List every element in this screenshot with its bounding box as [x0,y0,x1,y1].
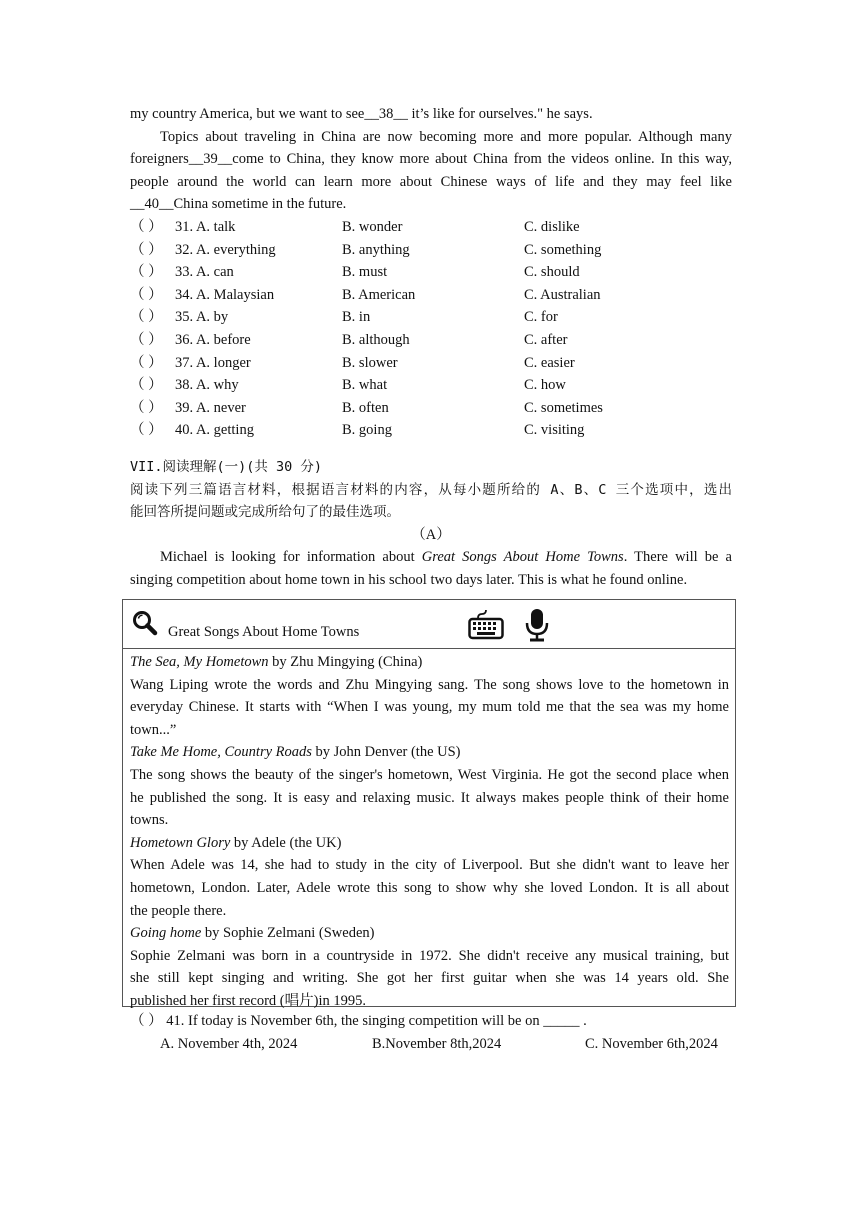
passage-line: people around the world can learn more about Chinese ways of life and they may feel like [130,173,732,190]
intro-text: . There will be a [623,549,732,566]
option-c: C. after [524,331,568,348]
song-description-line: When Adele was 14, she had to study in the city of Liverpool. But she didn't want to leave her [130,857,729,874]
song-description-line: Sophie Zelmani was born in a countryside in 1972. She didn't receive any musical training, but [130,947,729,964]
search-bar [123,600,735,649]
document-page [130,103,732,591]
option-a[interactable]: A. November 4th, 2024 [160,1035,298,1052]
option-a: 35. A. by [175,309,229,326]
song-description-line: town...” [130,721,177,738]
option-a: 37. A. longer [175,354,251,371]
section-title: VII.阅读理解(一)(共 30 分) [130,458,323,475]
song-artist: by Sophie Zelmani (Sweden) [201,925,375,942]
mc-question [130,419,732,442]
option-c: C. how [524,377,566,394]
song-description-line: hometown, London. Later, Adele wrote this song to show why she loved London. It is all about [130,879,729,896]
passage-line: Topics about traveling in China are now becoming more and more popular. Although many [160,128,732,145]
option-b: B. going [342,422,392,439]
search-icon[interactable] [132,610,158,636]
answer-blank[interactable]: （ ） [130,354,163,371]
passage-line: my country America, but we want to see__38__ it’s like for ourselves." he says. [130,106,593,122]
song-heading [130,651,729,674]
song-description-line: he published the song. It is easy and relaxing music. It always makes people think of their home [130,789,729,806]
option-b: B. anything [342,241,410,258]
option-a: 39. A. never [175,399,246,416]
option-c[interactable]: C. November 6th,2024 [585,1035,718,1052]
option-c: C. Australian [524,286,601,303]
search-results [123,649,735,1013]
song-title: Take Me Home, Country Roads [130,744,312,761]
answer-blank[interactable]: （ ） [130,241,163,258]
song-description-line: the people there. [130,902,227,919]
option-c: C. visiting [524,422,585,439]
mc-question-list [130,216,732,442]
song-title: Going home [130,925,202,942]
option-b: B. American [342,286,416,303]
mc-question [130,261,732,284]
option-b[interactable]: B.November 8th,2024 [372,1035,502,1052]
section-instruction: 阅读下列三篇语言材料，根据语言材料的内容，从每小题所给的 A、B、C 三个选项中，选出 [130,481,732,498]
question-41 [130,1010,732,1055]
song-artist: by Adele (the UK) [230,834,342,851]
option-a: 31. A. talk [175,218,236,235]
section-instruction: 能回答所提问题或完成所给句了的最佳选项。 [130,504,400,521]
intro-title: Great Songs About Home Towns [421,549,624,566]
option-c: C. something [524,241,602,258]
mc-question [130,306,732,329]
song-title: The Sea, My Hometown [130,654,269,670]
option-a: 32. A. everything [175,241,276,258]
option-a: 34. A. Malaysian [175,286,275,303]
mc-question [130,329,732,352]
answer-blank[interactable]: （ ） [130,331,163,348]
song-artist: by Zhu Mingying (China) [268,654,423,670]
option-b: B. in [342,309,371,326]
song-heading [130,832,729,855]
mc-question [130,374,732,397]
song-artist: by John Denver (the US) [311,744,461,761]
song-description-line: towns. [130,812,169,829]
mc-question [130,216,732,239]
question-options [130,1033,732,1056]
microphone-icon[interactable] [525,608,549,642]
answer-blank[interactable]: （ ） [130,264,163,281]
passage-line: __40__China sometime in the future. [130,196,347,213]
intro-line [130,546,732,569]
option-a: 40. A. getting [175,422,254,439]
song-description-line: everyday Chinese. It starts with “When I was young, my mum told me that the sea was my home [130,699,729,716]
answer-blank[interactable]: （ ） [130,218,163,235]
mc-question [130,239,732,262]
option-a: 38. A. why [175,377,239,394]
option-b: B. slower [342,354,398,371]
intro-text: Michael is looking for information about [160,549,422,566]
passage-line: foreigners__39__come to China, they know more about China from the videos online. In this way, [130,151,732,168]
answer-blank[interactable]: （ ） [130,377,163,394]
song-heading [130,922,729,945]
song-description-line: Wang Liping wrote the words and Zhu Mingying sang. The song shows love to the hometown in [130,676,729,693]
option-a: 33. A. can [175,264,234,281]
option-c: C. for [524,309,558,326]
option-c: C. easier [524,354,575,371]
question-stem: （ ） 41. If today is November 6th, the singing competition will be on _____ . [130,1013,587,1029]
option-b: B. although [342,331,410,348]
song-description-line: The song shows the beauty of the singer's hometown, West Virginia. He got the second place when [130,766,729,783]
song-description-line: published her first record (唱片)in 1995. [130,992,366,1009]
answer-blank[interactable]: （ ） [130,422,163,439]
song-heading [130,741,729,764]
answer-blank[interactable]: （ ） [130,309,163,326]
song-description-line: she still kept singing and writing. She got her first guitar when she was 14 years old. She [130,970,729,987]
option-b: B. wonder [342,218,403,235]
mc-question [130,352,732,375]
option-b: B. often [342,399,389,416]
answer-blank[interactable]: （ ） [130,399,163,416]
answer-blank[interactable]: （ ） [130,286,163,303]
part-label: （A） [411,526,451,543]
option-a: 36. A. before [175,331,251,348]
option-c: C. dislike [524,218,580,235]
option-c: C. should [524,264,580,281]
song-title: Hometown Glory [130,834,231,851]
search-result-box [122,599,736,1007]
keyboard-icon[interactable] [468,608,504,640]
search-query[interactable]: Great Songs About Home Towns [168,624,360,640]
mc-question [130,284,732,307]
option-b: B. what [342,377,388,394]
option-c: C. sometimes [524,399,603,416]
mc-question [130,397,732,420]
intro-line: singing competition about home town in his school two days later. This is what he found online. [130,571,688,588]
option-b: B. must [342,264,388,281]
